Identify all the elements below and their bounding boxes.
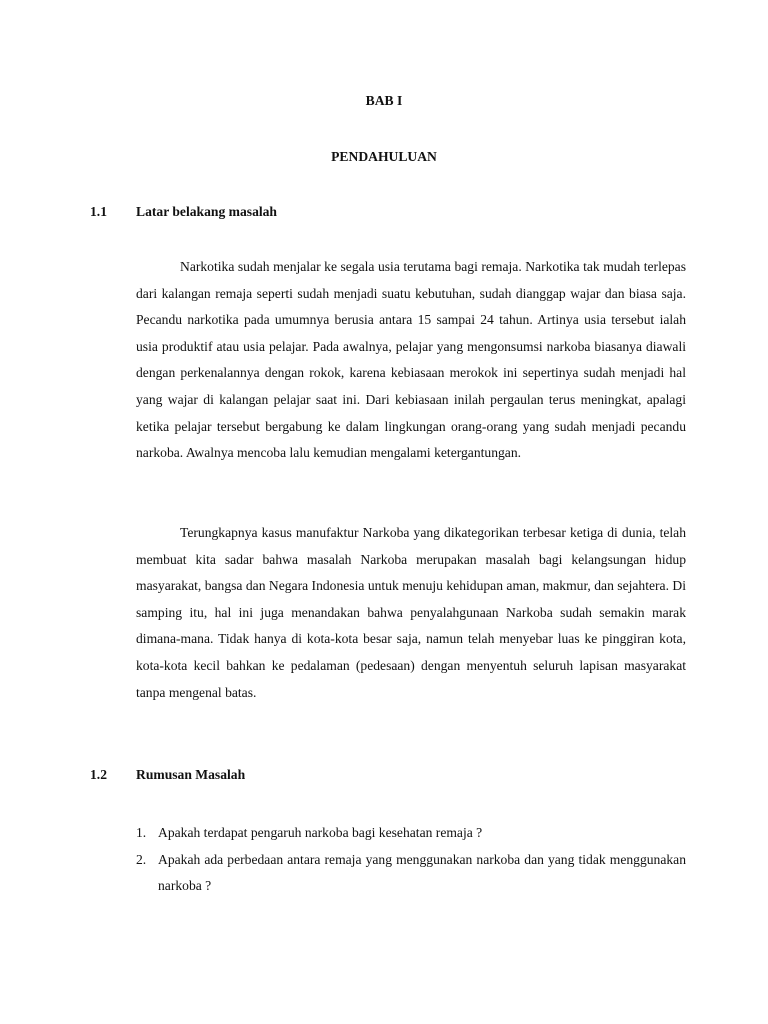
section-heading-rumusan-masalah	[90, 766, 690, 784]
list-item	[136, 820, 686, 847]
paragraph-narkotika: Narkotika sudah menjalar ke segala usia terutama bagi remaja. Narkotika tak mudah terlepas dari kalangan remaja seperti sudah menjadi suatu kebutuhan, sudah dianggap wajar dan biasa saja. Pecandu narkotika pada umumnya berusia antara 15 sampai 24 tahun. Artinya usia tersebut ialah usia produktif atau usia pelajar. Pada awalnya, pelajar yang mengonsumsi narkoba biasanya diawali dengan perkenalannya dengan rokok, karena kebiasaan merokok ini sepertinya sudah menjadi hal yang wajar di kalangan pelajar saat ini. Dari kebiasaan inilah pergaulan terus meningkat, apalagi ketika pelajar tersebut bergabung ke dalam lingkungan orang-orang yang sudah menjadi pecandu narkoba. Awalnya mencoba lalu kemudian mengalami ketergantungan.	[136, 259, 686, 461]
chapter-subtitle: PENDAHULUAN	[331, 149, 437, 164]
section-heading-latar-belakang	[90, 203, 690, 221]
list-item-text: Apakah terdapat pengaruh narkoba bagi kesehatan remaja ?	[158, 825, 483, 840]
section-number: 1.1	[90, 204, 107, 219]
section-title: Rumusan Masalah	[136, 767, 246, 782]
list-item-text: Apakah ada perbedaan antara remaja yang menggunakan narkoba dan yang tidak menggunakan narkoba ?	[158, 851, 686, 894]
list-item	[136, 847, 686, 900]
list-marker: 1.	[136, 825, 147, 840]
problem-list	[136, 820, 686, 900]
list-marker: 2.	[136, 851, 147, 867]
section-title: Latar belakang masalah	[136, 204, 277, 219]
paragraph-manufaktur-narkoba: Terungkapnya kasus manufaktur Narkoba yang dikategorikan terbesar ketiga di dunia, telah membuat kita sadar bahwa masalah Narkoba merupakan masalah bagi kelangsungan hidup masyarakat, bangsa dan Negara Indonesia untuk menuju kehidupan aman, makmur, dan sejahtera. Di samping itu, hal ini juga menandakan bahwa penyalahgunaan Narkoba sudah semakin marak dimana-mana. Tidak hanya di kota-kota besar saja, namun telah menyebar luas ke pinggiran kota, kota-kota kecil bahkan ke pedalaman (pedesaan) dengan menyentuh seluruh lapisan masyarakat tanpa mengenal batas.	[136, 525, 686, 700]
section-number: 1.2	[90, 767, 107, 782]
chapter-title: BAB I	[365, 93, 403, 108]
